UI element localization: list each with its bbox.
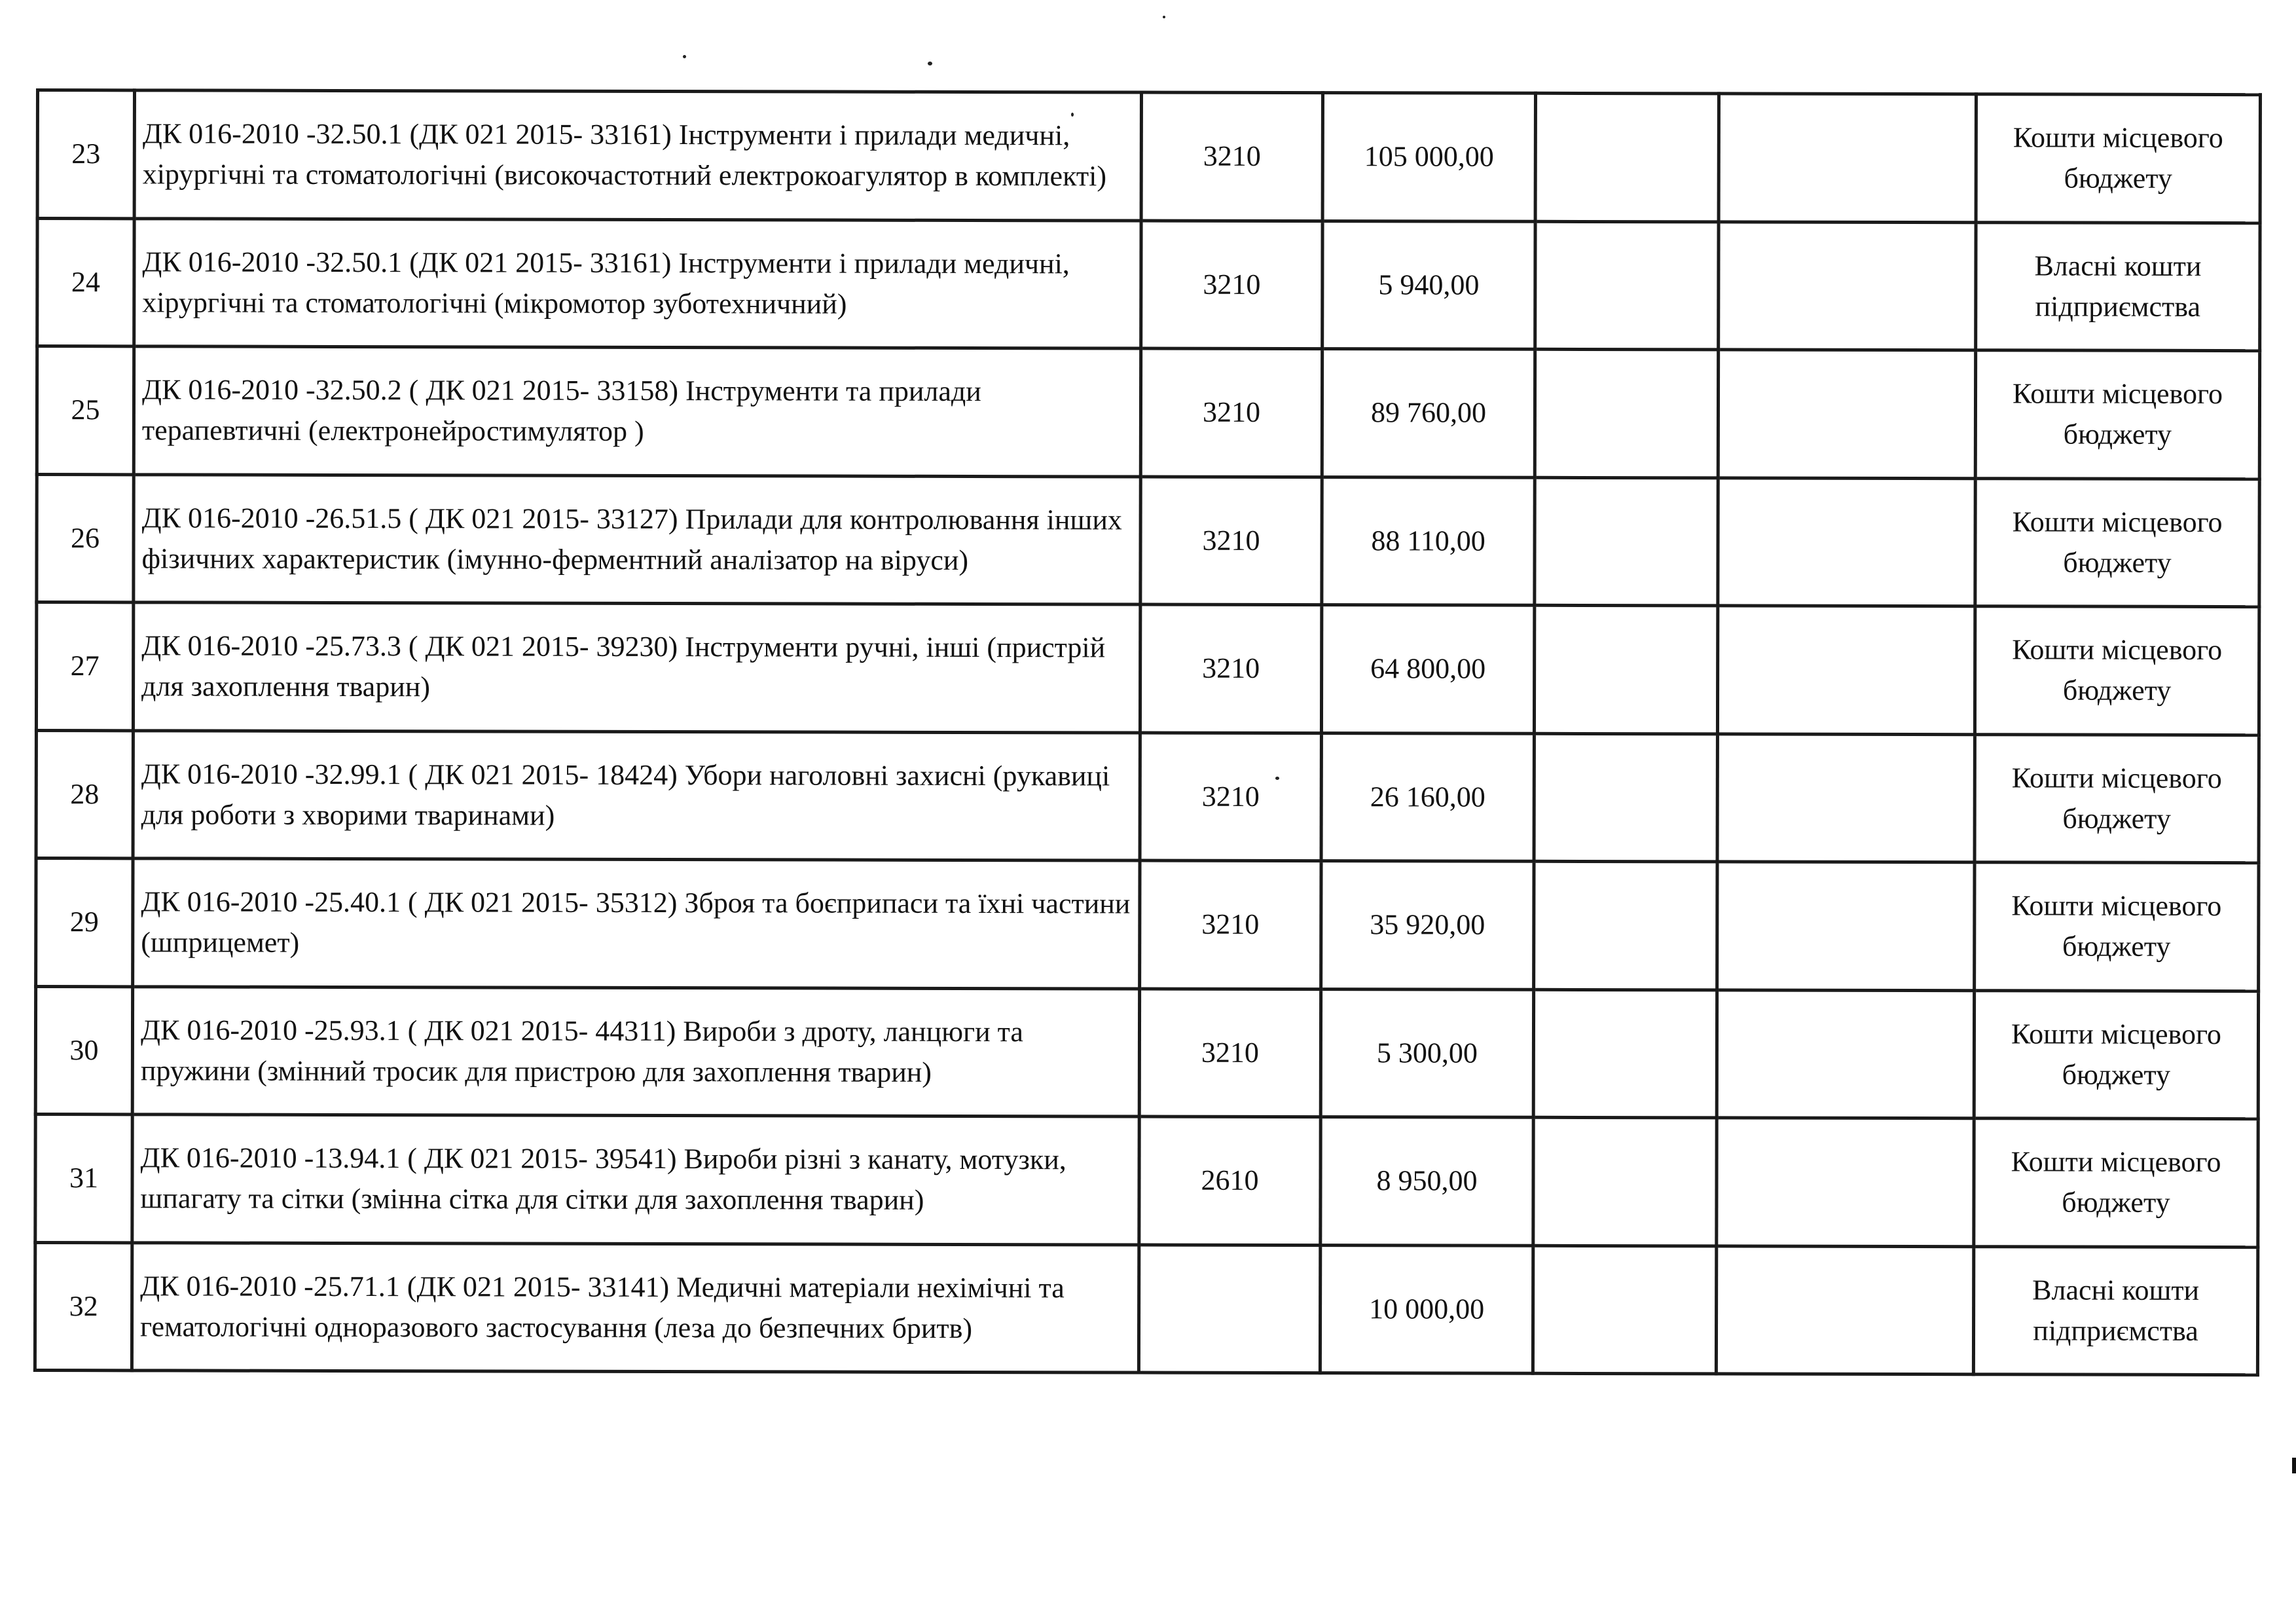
row-number: 25 xyxy=(37,346,134,475)
empty-cell xyxy=(1533,1246,1716,1374)
row-number: 31 xyxy=(35,1115,132,1243)
item-name: ДК 016-2010 -25.73.3 ( ДК 021 2015- 39230) Інструменти ручні, інші (пристрій для захоплення тварин) xyxy=(133,602,1140,733)
funding-source: Кошти місцевого бюджету xyxy=(1975,350,2259,479)
empty-cell xyxy=(1535,93,1719,221)
kekv-code: 3210 xyxy=(1140,348,1322,477)
empty-cell xyxy=(1717,862,1975,990)
item-name: ДК 016-2010 -32.50.1 (ДК 021 2015- 33161) Інструменти і прилади медичні, хірургічні та стоматологічні (мікромотор зуботехничний) xyxy=(134,218,1141,348)
kekv-code: 3210 xyxy=(1141,92,1322,221)
empty-cell xyxy=(1535,477,1718,606)
kekv-code: 3210 xyxy=(1139,989,1321,1117)
empty-cell xyxy=(1719,221,1976,350)
kekv-code: 2610 xyxy=(1139,1116,1321,1245)
table-row xyxy=(36,602,2259,735)
scan-speck xyxy=(683,55,686,58)
amount: 8 950,00 xyxy=(1321,1117,1533,1246)
funding-source: Кошти місцевого бюджету xyxy=(1975,862,2259,991)
item-name: ДК 016-2010 -13.94.1 ( ДК 021 2015- 39541) Вироби різні з канату, мотузки, шпагату та сітки (змінна сітка для сітки для захоплення тварин) xyxy=(132,1115,1139,1245)
item-name: ДК 016-2010 -25.40.1 ( ДК 021 2015- 35312) Зброя та боєприпаси та їхні частини (шприцемет) xyxy=(133,858,1140,989)
table-row xyxy=(36,730,2259,863)
amount: 88 110,00 xyxy=(1322,477,1535,605)
empty-cell xyxy=(1717,606,1975,734)
empty-cell xyxy=(1716,1246,1973,1374)
table-row xyxy=(35,1115,2258,1247)
funding-source: Власні кошти підприємства xyxy=(1976,222,2260,350)
funding-source: Кошти місцевого бюджету xyxy=(1974,990,2258,1118)
empty-cell xyxy=(1718,477,1975,606)
amount: 35 920,00 xyxy=(1321,861,1534,989)
scan-speck xyxy=(1163,16,1165,18)
item-name: ДК 016-2010 -32.99.1 ( ДК 021 2015- 18424) Убори наголовні захисні (рукавиці для роботи з хворими тваринами) xyxy=(133,730,1140,860)
row-number: 29 xyxy=(36,858,133,987)
item-name: ДК 016-2010 -25.93.1 ( ДК 021 2015- 44311) Вироби з дроту, ланцюги та пружини (змінний тросик для пристрою для захоплення тварин) xyxy=(132,986,1139,1116)
empty-cell xyxy=(1719,94,1976,222)
amount: 10 000,00 xyxy=(1320,1245,1533,1373)
item-name: ДК 016-2010 -32.50.2 ( ДК 021 2015- 33158) Інструменти та прилади терапевтичні (електронейростимулятор ) xyxy=(134,346,1140,477)
row-number: 23 xyxy=(37,90,134,219)
row-number: 26 xyxy=(37,474,134,602)
row-number: 24 xyxy=(37,218,134,346)
table-row xyxy=(36,858,2259,991)
kekv-code: 3210 xyxy=(1140,860,1321,989)
empty-cell xyxy=(1534,733,1717,862)
amount: 5 940,00 xyxy=(1322,221,1535,349)
funding-source: Кошти місцевого бюджету xyxy=(1975,734,2259,862)
empty-cell xyxy=(1535,221,1719,350)
item-name: ДК 016-2010 -25.71.1 (ДК 021 2015- 33141) Медичні матеріали нехімічні та гематологічні одноразового застосування (леза до безпечних бритв) xyxy=(132,1242,1139,1373)
empty-cell xyxy=(1535,349,1718,477)
empty-cell xyxy=(1717,989,1974,1118)
empty-cell xyxy=(1534,861,1717,989)
amount: 105 000,00 xyxy=(1322,93,1535,221)
scan-speck xyxy=(1071,113,1074,117)
kekv-code: 3210 xyxy=(1140,477,1322,605)
empty-cell xyxy=(1533,1117,1717,1246)
kekv-code xyxy=(1139,1245,1320,1373)
table-row xyxy=(35,1242,2257,1375)
row-number: 27 xyxy=(36,602,133,731)
empty-cell xyxy=(1717,1118,1974,1246)
empty-cell xyxy=(1534,605,1717,733)
amount: 5 300,00 xyxy=(1321,989,1533,1117)
kekv-code: 3210 xyxy=(1141,221,1322,349)
kekv-code: 3210 xyxy=(1140,733,1321,861)
amount: 64 800,00 xyxy=(1321,605,1534,733)
scan-edge-mark xyxy=(2292,1458,2296,1473)
funding-source: Кошти місцевого бюджету xyxy=(1974,1118,2258,1247)
row-number: 30 xyxy=(35,986,132,1115)
table-row xyxy=(35,986,2258,1119)
amount: 26 160,00 xyxy=(1321,733,1534,861)
scan-speck xyxy=(1275,777,1279,780)
empty-cell xyxy=(1533,989,1717,1118)
amount: 89 760,00 xyxy=(1322,349,1535,477)
empty-cell xyxy=(1717,733,1975,862)
funding-source: Кошти місцевого бюджету xyxy=(1976,94,2260,223)
funding-source: Кошти місцевого бюджету xyxy=(1975,478,2259,606)
row-number: 32 xyxy=(35,1242,132,1371)
procurement-table xyxy=(33,88,2262,1376)
table-row xyxy=(37,90,2260,223)
table-row xyxy=(37,474,2259,607)
table-row xyxy=(37,218,2260,351)
item-name: ДК 016-2010 -26.51.5 ( ДК 021 2015- 33127) Прилади для контролювання інших фізичних характеристик (імунно-ферментний аналізатор на віруси) xyxy=(134,474,1140,604)
table-row xyxy=(37,346,2259,479)
row-number: 28 xyxy=(36,730,133,858)
scan-speck xyxy=(928,62,932,65)
funding-source: Власні кошти підприємства xyxy=(1973,1246,2257,1375)
funding-source: Кошти місцевого бюджету xyxy=(1975,606,2259,735)
kekv-code: 3210 xyxy=(1140,604,1321,733)
item-name: ДК 016-2010 -32.50.1 (ДК 021 2015- 33161) Інструменти і прилади медичні, хірургічні та стоматологічні (високочастотний електрокоагулятор в комплекті) xyxy=(134,90,1141,221)
empty-cell xyxy=(1718,350,1975,478)
